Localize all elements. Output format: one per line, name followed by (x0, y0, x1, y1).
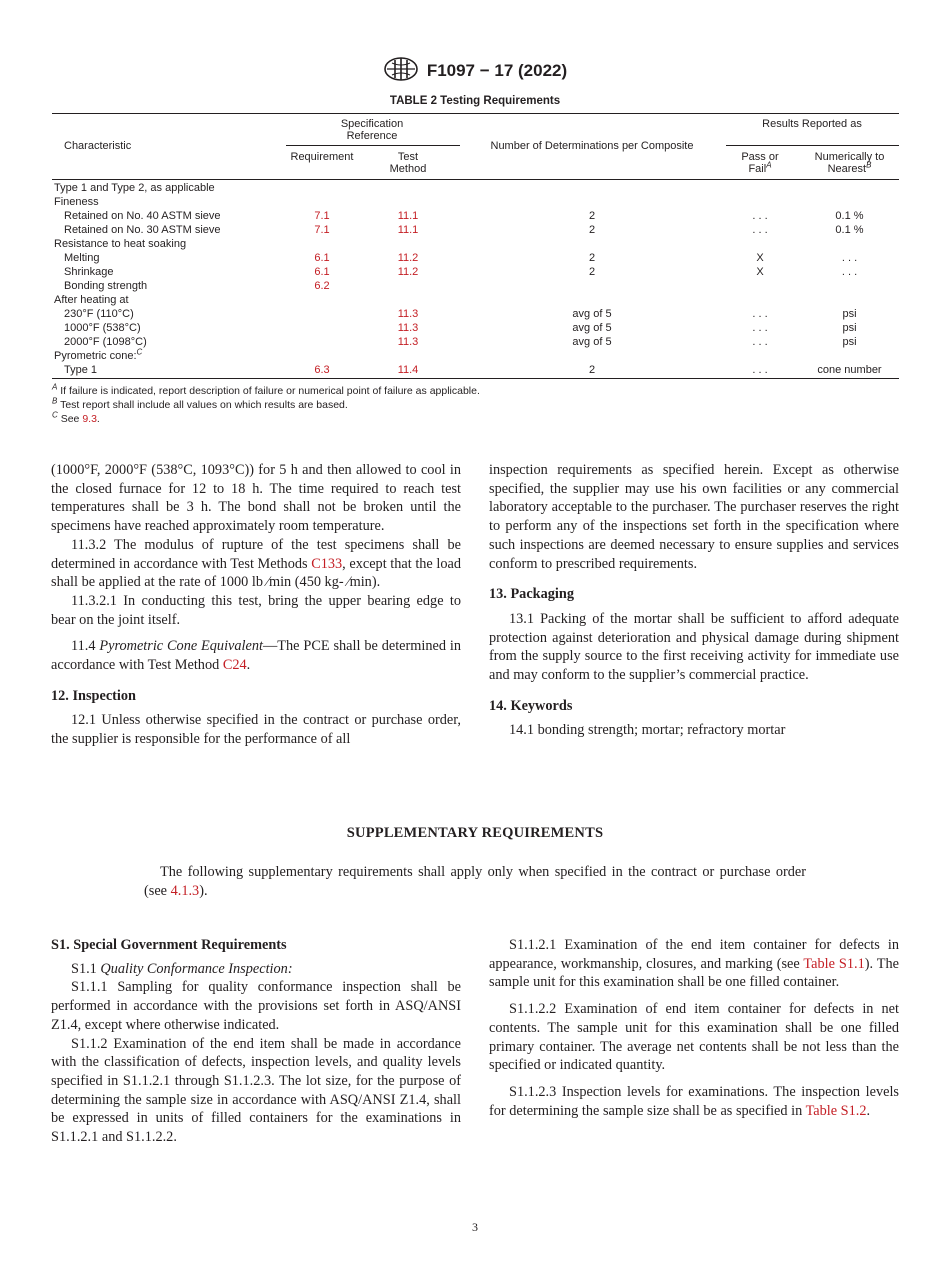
paragraph-11-4-text: —The PCE shall be determined in accordance with Test Method (51, 638, 461, 674)
cell-pass-fail: . . . (752, 210, 768, 222)
cell-test-method[interactable]: 11.2 (397, 252, 419, 264)
cell-requirement[interactable]: 6.3 (314, 364, 330, 376)
cell-requirement[interactable]: 6.1 (314, 266, 330, 278)
cell-pass-fail: . . . (752, 224, 768, 236)
paragraph-11-3-2-1: 11.3.2.1 In conducting this test, bring the upper bearing edge to bear on the joint itself. (51, 592, 461, 628)
cell-characteristic: Fineness (54, 196, 99, 208)
cell-characteristic: Pyrometric cone:$^C$ (54, 347, 143, 362)
header-pass-fail-line1: Pass or (741, 151, 779, 163)
paragraph-s1-1-2-1-text: S1.1.2.1 Examination of the end item container for defects in appearance, workmanship, closures, and marking (see (489, 937, 899, 972)
paragraph-s1-1-2-1 (489, 936, 899, 992)
testing-requirements-table (52, 113, 899, 379)
astm-logo-icon (383, 56, 419, 87)
heading-s1: S1. Special Government Requirements (51, 937, 287, 953)
footnote-c-end: . (96, 413, 100, 425)
supplementary-intro (144, 863, 806, 901)
header-requirement: Requirement (290, 151, 354, 163)
table-title: TABLE 2 Testing Requirements (389, 95, 561, 107)
paragraph-12-1: 12.1 Unless otherwise specified in the contract or purchase order, the supplier is responsible for the performance of all (51, 712, 461, 748)
paragraph-s1-1-2-1-end: ). The sample unit for this examination shall be one filled container. (489, 955, 900, 991)
paragraph-11-4 (51, 637, 461, 674)
header-test-method-line2: Method (389, 163, 427, 175)
cell-characteristic: Retained on No. 30 ASTM sieve (64, 224, 221, 236)
supplementary-title: SUPPLEMENTARY REQUIREMENTS (346, 825, 604, 841)
paragraph-s1-1-2-3 (489, 1083, 899, 1120)
paragraph-11-3-1-cont: (1000°F, 2000°F (538°C, 1093°C)) for 5 h and then allowed to cool in the closed furnace for 12 to 18 h. The time required to reach test temperatures shall be 3 h. The bond shall not be broken until the specimens have reached approximately room temperature. (51, 462, 461, 535)
cell-pass-fail: X (756, 252, 764, 264)
paragraph-11-3-2 (51, 536, 461, 592)
paragraph-s1-1 (51, 960, 461, 979)
cell-test-method[interactable]: 11.1 (397, 210, 419, 222)
footnote-c-text: See (57, 413, 83, 425)
cell-characteristic: Retained on No. 40 ASTM sieve (64, 210, 221, 222)
right-column (489, 461, 899, 740)
footnote-b-mark: B (52, 396, 58, 406)
header-determinations: Number of Determinations per Composite (490, 140, 694, 152)
cell-test-method[interactable]: 11.3 (397, 308, 419, 320)
paragraph-s1-1-1: S1.1.1 Sampling for quality conformance inspection shall be performed in accordance with the provisions set forth in ASQ/ANSI Z1.4, except where otherwise indicated. (51, 979, 461, 1033)
link-c133[interactable]: C133 (311, 555, 343, 572)
header-test-method (378, 151, 438, 175)
cell-requirement[interactable]: 7.1 (314, 210, 330, 222)
cell-numerically: psi (842, 322, 857, 334)
link-table-s1-1[interactable]: Table S1.1 (803, 955, 865, 972)
designation: F1097 − 17 (2022) (426, 60, 568, 80)
cell-characteristic: 2000°F (1098°C) (64, 336, 147, 348)
footnote-a-text: If failure is indicated, report description of failure or numerical point of failure as applicable. (57, 385, 480, 397)
cell-test-method[interactable]: 11.3 (397, 336, 419, 348)
paragraph-13-1: 13.1 Packing of the mortar shall be sufficient to afford adequate protection against deterioration and physical damage during shipment from the supply source to the first receiving activity for immediate use and may conform to the supplier’s commercial practice. (489, 610, 899, 684)
page-number: 3 (472, 1220, 478, 1234)
paragraph-11-4-title: Pyrometric Cone Equivalent (99, 638, 263, 655)
cell-numerically: cone number (817, 364, 882, 376)
supplementary-intro-text: The following supplementary requirements shall apply only when specified in the contract or purchase order (see (144, 864, 806, 899)
link-section-9-3[interactable]: 9.3 (82, 413, 97, 425)
cell-characteristic: 230°F (110°C) (64, 308, 134, 320)
footnote-mark-c: C (136, 347, 143, 357)
footnote-mark-a: A (766, 160, 772, 170)
header-numerically-line1: Numerically to (814, 151, 885, 163)
cell-determinations: avg of 5 (572, 308, 612, 320)
paragraph-s1-1-2-3-text: S1.1.2.3 Inspection levels for examinations. The inspection levels for determining the sample size shall be as specified in (489, 1083, 899, 1119)
cell-numerically: . . . (841, 252, 858, 264)
page-header (0, 56, 950, 87)
paragraph-s1-1-2: S1.1.2 Examination of the end item shall be made in accordance with the classification of defects, inspection levels, and quality levels specified in S1.1.2.1 through S1.1.2.3. The lot size, for the purpose of determining the sample size in accordance with ASQ/ANSI Z1.4, shall be expressed in units of filled containers for the examinations in S1.1.2.1 and S1.1.2.2. (51, 1035, 461, 1146)
footnote-b (52, 398, 480, 412)
cell-characteristic: 1000°F (538°C) (64, 322, 141, 334)
cell-requirement[interactable]: 6.1 (314, 252, 330, 264)
supplementary-right-column (489, 936, 899, 1120)
link-c24[interactable]: C24 (222, 657, 247, 674)
cell-determinations: avg of 5 (572, 322, 612, 334)
cell-test-method[interactable]: 11.4 (397, 364, 419, 376)
footnote-b-text: Test report shall include all values on which results are based. (57, 399, 348, 411)
cell-numerically: . . . (841, 266, 858, 278)
cell-characteristic: Type 1 (64, 364, 98, 376)
paragraph-11-4-number: 11.4 (71, 638, 100, 655)
paragraph-s1-1-number: S1.1 (71, 960, 101, 977)
header-numerically (802, 151, 897, 175)
cell-test-method[interactable]: 11.2 (397, 266, 419, 278)
cell-determinations: 2 (588, 252, 596, 264)
footnote-mark-b: B (866, 160, 872, 170)
cell-determinations: 2 (588, 224, 596, 236)
paragraph-11-4-end: . (246, 657, 251, 674)
cell-determinations: avg of 5 (572, 336, 612, 348)
cell-numerically: 0.1 % (835, 224, 864, 236)
cell-test-method[interactable]: 11.1 (397, 224, 419, 236)
left-column (51, 461, 461, 749)
cell-numerically: 0.1 % (835, 210, 864, 222)
cell-pass-fail: . . . (752, 336, 768, 348)
supplementary-left-column (51, 936, 461, 1147)
footnote-c (52, 412, 480, 426)
footnote-a (52, 384, 480, 398)
cell-numerically: psi (842, 336, 857, 348)
header-numerically-line2: Nearest (827, 163, 867, 175)
cell-pass-fail: . . . (752, 308, 768, 320)
heading-keywords: 14. Keywords (489, 697, 573, 714)
heading-packaging: 13. Packaging (489, 586, 574, 603)
cell-characteristic: Bonding strength (64, 280, 148, 292)
cell-test-method[interactable]: 11.3 (397, 322, 419, 334)
paragraph-11-3-2-text: 11.3.2 The modulus of rupture of the test specimens shall be determined in accordance with Test Methods (51, 536, 461, 572)
header-test-method-line1: Test (397, 151, 419, 163)
cell-characteristic: Shrinkage (64, 266, 114, 278)
header-spec-ref: Specification Reference (340, 118, 404, 142)
cell-determinations: 2 (588, 210, 596, 222)
paragraph-s1-1-2-3-end: . (866, 1102, 871, 1119)
paragraph-s1-1-title: Quality Conformance Inspection: (100, 960, 293, 977)
link-table-s1-2[interactable]: Table S1.2 (805, 1102, 867, 1119)
heading-inspection: 12. Inspection (51, 687, 136, 704)
header-characteristic: Characteristic (64, 140, 132, 152)
cell-determinations: 2 (588, 266, 596, 278)
cell-characteristic: After heating at (54, 294, 129, 306)
cell-determinations: 2 (588, 364, 596, 376)
header-pass-fail (730, 151, 790, 175)
header-pass-fail-line2: Fail (748, 163, 767, 175)
footnote-c-mark: C (52, 410, 58, 420)
paragraph-s1-1-2-2: S1.1.2.2 Examination of end item container for defects in net contents. The sample unit for this examination shall be one filled primary container. The average net contents shall be not less than the specified or indicated quantity. (489, 1001, 899, 1074)
paragraph-14-1: 14.1 bonding strength; mortar; refractory mortar (509, 722, 786, 739)
cell-pass-fail: X (756, 266, 764, 278)
cell-characteristic: Melting (64, 252, 100, 264)
cell-characteristic: Type 1 and Type 2, as applicable (54, 182, 215, 194)
cell-pass-fail: . . . (752, 322, 768, 334)
cell-requirement[interactable]: 7.1 (314, 224, 330, 236)
supplementary-intro-end: ). (199, 883, 208, 899)
cell-pass-fail: . . . (752, 364, 768, 376)
cell-characteristic: Resistance to heat soaking (54, 238, 187, 250)
link-4-1-3[interactable]: 4.1.3 (170, 883, 200, 899)
paragraph-12-1-cont: inspection requirements as specified herein. Except as otherwise specified, the supplier may use his own facilities or any commercial laboratory acceptable to the purchaser. The purchaser reserves the right to perform any of the inspections set forth in the specification where such inspections are deemed necessary to ensure supplies and services conform to prescribed requirements. (489, 462, 899, 572)
cell-numerically: psi (842, 308, 857, 320)
footnote-a-mark: A (52, 382, 58, 392)
cell-requirement[interactable]: 6.2 (314, 280, 330, 292)
table-footnotes (52, 384, 480, 426)
paragraph-11-3-2-end: , except that the load shall be applied at the rate of 1000 lb ⁄min (450 kg- ⁄min). (51, 555, 462, 591)
header-results: Results Reported as (762, 118, 862, 130)
